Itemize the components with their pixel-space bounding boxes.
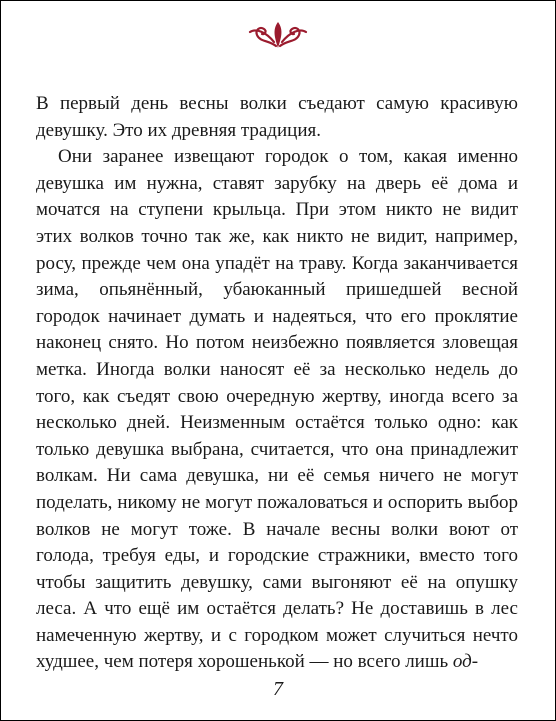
paragraph-2-italic-tail: од- (452, 651, 479, 673)
paragraph-2 (36, 144, 518, 676)
page-number: 7 (273, 678, 283, 700)
body-text (36, 91, 518, 676)
paragraph-1: В первый день весны волки съедают самую красивую девушку. Это их древняя традиция. (36, 93, 518, 141)
paragraph-2-text: Они заранее извещают городок о том, какая именно девушка им нужна, ставят зарубку на дверь её дома и мочатся на ступени крыльца. При этом никто не видит этих волков точно так же, как никто не видит, например, росу, прежде чем она упадёт на траву. Когда заканчивается зима, опьянённый, убаюканный пришедшей весной городок начинает думать и надеяться, что его проклятие наконец снято. Но потом неизбежно появляется зловещая метка. Иногда волки наносят её за несколько недель до того, как съедят свою очередную жертву, иногда всего за несколько дней. Неизменным остаётся только одно: как только девушка выбрана, считается, что она принадлежит волкам. Ни сама девушка, ни её семья ничего не могут поделать, никому не могут пожаловаться и оспорить выбор волков не могут тоже. В начале весны волки воют от голода, требуя еды, и городские стражники, вместо того чтобы защитить девушку, сами выгоняют её на опушку леса. А что ещё им остаётся делать? Не доставишь в лес намеченную жертву, и с городком может случиться нечто худшее, чем потеря хорошенькой — но всего лишь (36, 146, 518, 673)
floral-ornament-icon (248, 18, 308, 52)
